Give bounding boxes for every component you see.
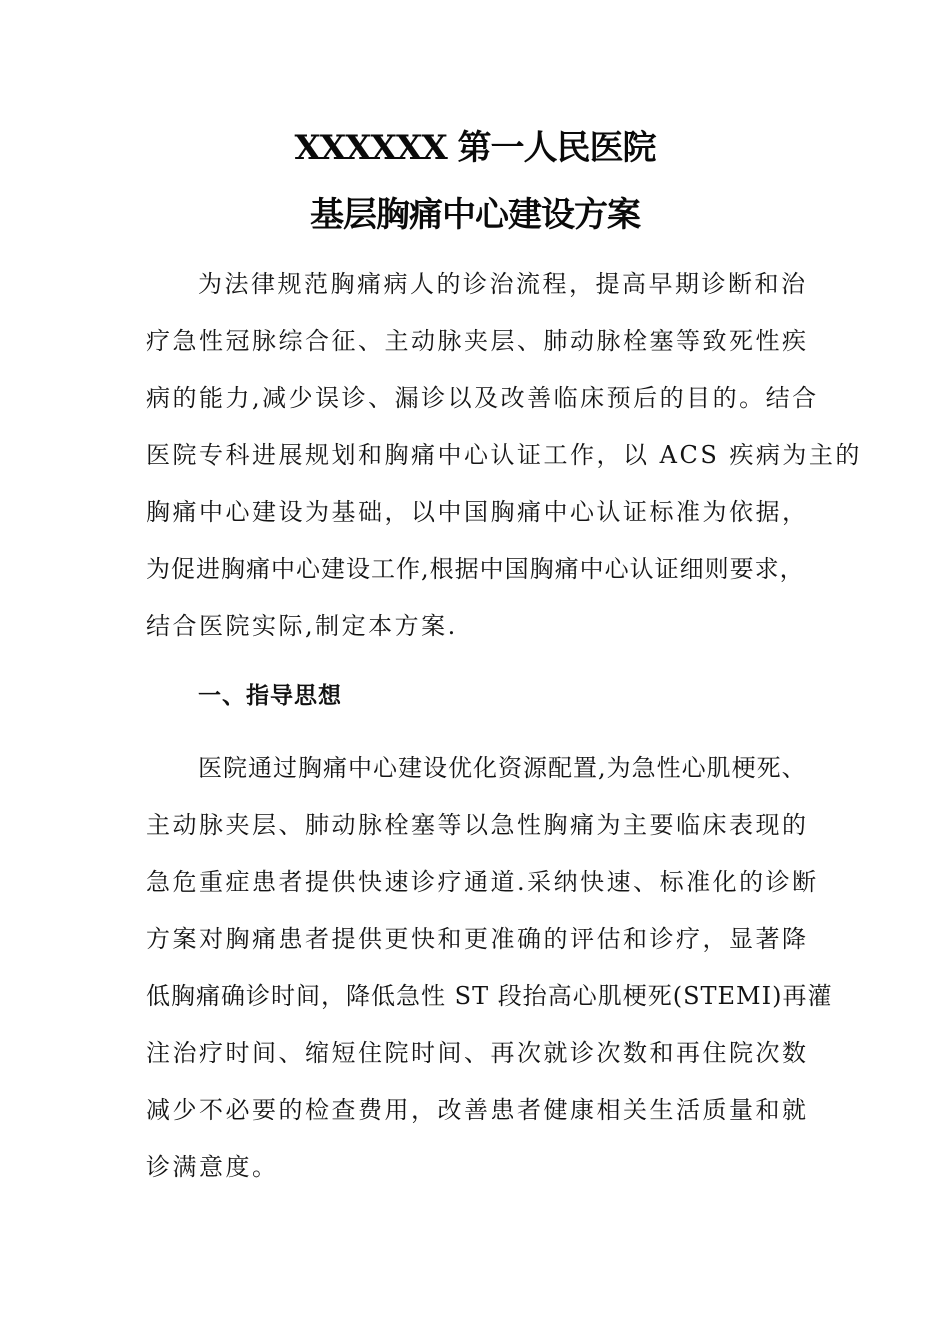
intro-line: 疗急性冠脉综合征、主动脉夹层、肺动脉栓塞等致死性疾 xyxy=(146,327,809,355)
section1-line: 主动脉夹层、肺动脉栓塞等以急性胸痛为主要临床表现的 xyxy=(146,811,809,839)
document-title-plan: 基层胸痛中心建设方案 xyxy=(310,195,640,235)
section1-line: 诊满意度。 xyxy=(146,1153,279,1181)
section1-line: 方案对胸痛患者提供更快和更准确的评估和诊疗，显著降 xyxy=(146,925,809,953)
intro-line: 胸痛中心建设为基础，以中国胸痛中心认证标准为依据， xyxy=(146,498,809,526)
section1-line: 减少不必要的检查费用，改善患者健康相关生活质量和就 xyxy=(146,1096,809,1124)
document-title-hospital: XXXXXX 第一人民医院 xyxy=(294,128,656,168)
intro-line: 为促进胸痛中心建设工作,根据中国胸痛中心认证细则要求， xyxy=(146,555,805,583)
section1-line: 医院通过胸痛中心建设优化资源配置,为急性心肌梗死、 xyxy=(198,754,807,782)
section1-line: 注治疗时间、缩短住院时间、再次就诊次数和再住院次数 xyxy=(146,1039,809,1067)
intro-line: 医院专科进展规划和胸痛中心认证工作，以 ACS 疾病为主的 xyxy=(146,441,862,469)
section1-line: 低胸痛确诊时间，降低急性 ST 段抬高心肌梗死(STEMI)再灌 xyxy=(146,982,833,1010)
intro-line: 为法律规范胸痛病人的诊治流程，提高早期诊断和治 xyxy=(198,270,808,298)
section1-line: 急危重症患者提供快速诊疗通道.采纳快速、标准化的诊断 xyxy=(146,868,819,896)
intro-line: 结合医院实际,制定本方案. xyxy=(146,612,458,640)
intro-line: 病的能力,减少误诊、漏诊以及改善临床预后的目的。结合 xyxy=(146,384,819,412)
section-heading-guiding-ideology: 一、指导思想 xyxy=(198,683,342,709)
